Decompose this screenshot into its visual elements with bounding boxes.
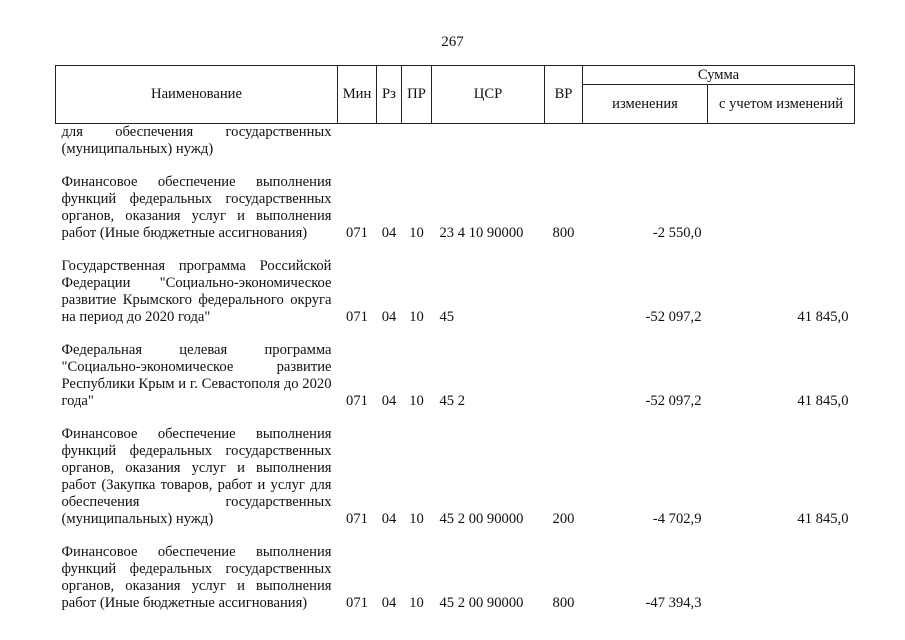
cell-total: 41 845,0 [797,393,849,409]
cell-min: 071 [346,511,368,527]
cell-change: -52 097,2 [645,393,702,409]
cell-rz: 04 [381,225,397,241]
header-vr: ВР [545,66,583,124]
header-sum: Сумма [583,66,855,85]
header-name: Наименование [56,66,338,124]
row-spacer [56,528,855,544]
cell-vr [545,124,583,159]
cell-min: 071 [346,309,368,325]
cell-name: Финансовое обеспечение выполнения функций федеральных государственных органов, оказания услуг и выполнения работ (Закупка товаров, работ и услуг для обеспечения государственных (муниципальных) нужд) [61,426,332,527]
cell-min: 071 [346,393,368,409]
cell-csr: 45 2 00 90000 [439,595,524,611]
cell-csr: 45 2 [439,393,466,409]
table-row [56,342,855,410]
cell-total: 41 845,0 [797,309,849,325]
cell-total: 41 845,0 [797,511,849,527]
cell-change: -47 394,3 [645,595,702,611]
page-number: 267 [441,34,464,50]
cell-name: Федеральная целевая программа "Социально-экономическое развитие Республики Крым и г. Севастополя до 2020 года" [61,342,332,409]
cell-csr: 45 [439,309,455,325]
cell-vr [545,342,583,410]
cell-name: Государственная программа Российской Федерации "Социально-экономическое развитие Крымского федерального округа на период до 2020 года" [61,258,332,325]
cell-change: -52 097,2 [645,309,702,325]
cell-total [708,124,855,159]
header-pr: ПР [402,66,432,124]
cell-min: 071 [346,595,368,611]
row-spacer [56,158,855,174]
table-row [56,174,855,242]
cell-name: Финансовое обеспечение выполнения функций федеральных государственных органов, оказания услуг и выполнения работ (Иные бюджетные ассигнования) [61,174,332,241]
table-row [56,544,855,612]
table-row [56,124,855,159]
cell-total [708,174,855,242]
row-spacer [56,410,855,426]
spacer-cell [56,410,855,426]
cell-min: 071 [346,225,368,241]
cell-change [583,124,708,159]
row-spacer [56,326,855,342]
cell-name: Финансовое обеспечение выполнения функций федеральных государственных органов, оказания услуг и выполнения работ (Иные бюджетные ассигнования) [61,544,332,611]
budget-table [55,65,855,612]
cell-pr: 10 [409,393,424,409]
cell-csr [432,124,545,159]
table-row [56,258,855,326]
cell-total [708,544,855,612]
cell-rz: 04 [381,393,397,409]
cell-min [338,124,377,159]
spacer-cell [56,158,855,174]
cell-vr: 800 [552,225,575,241]
header-csr: ЦСР [432,66,545,124]
spacer-cell [56,528,855,544]
cell-pr: 10 [409,595,424,611]
cell-change: -4 702,9 [652,511,702,527]
cell-vr [545,258,583,326]
cell-pr: 10 [409,225,424,241]
cell-csr: 45 2 00 90000 [439,511,524,527]
cell-vr: 200 [552,511,575,527]
cell-rz: 04 [381,595,397,611]
cell-rz [377,124,402,159]
cell-pr [402,124,432,159]
table-header [56,66,855,124]
cell-rz: 04 [381,511,397,527]
header-change: изменения [583,85,708,124]
header-total: с учетом изменений [708,85,855,124]
cell-vr: 800 [552,595,575,611]
header-rz: Рз [377,66,402,124]
cell-name: для обеспечения государственных (муниципальных) нужд) [61,124,332,157]
header-min: Мин [338,66,377,124]
spacer-cell [56,326,855,342]
table-row [56,426,855,528]
cell-rz: 04 [381,309,397,325]
row-spacer [56,242,855,258]
cell-change: -2 550,0 [652,225,702,241]
spacer-cell [56,242,855,258]
cell-pr: 10 [409,309,424,325]
table-body [56,124,855,613]
cell-pr: 10 [409,511,424,527]
cell-csr: 23 4 10 90000 [439,225,524,241]
